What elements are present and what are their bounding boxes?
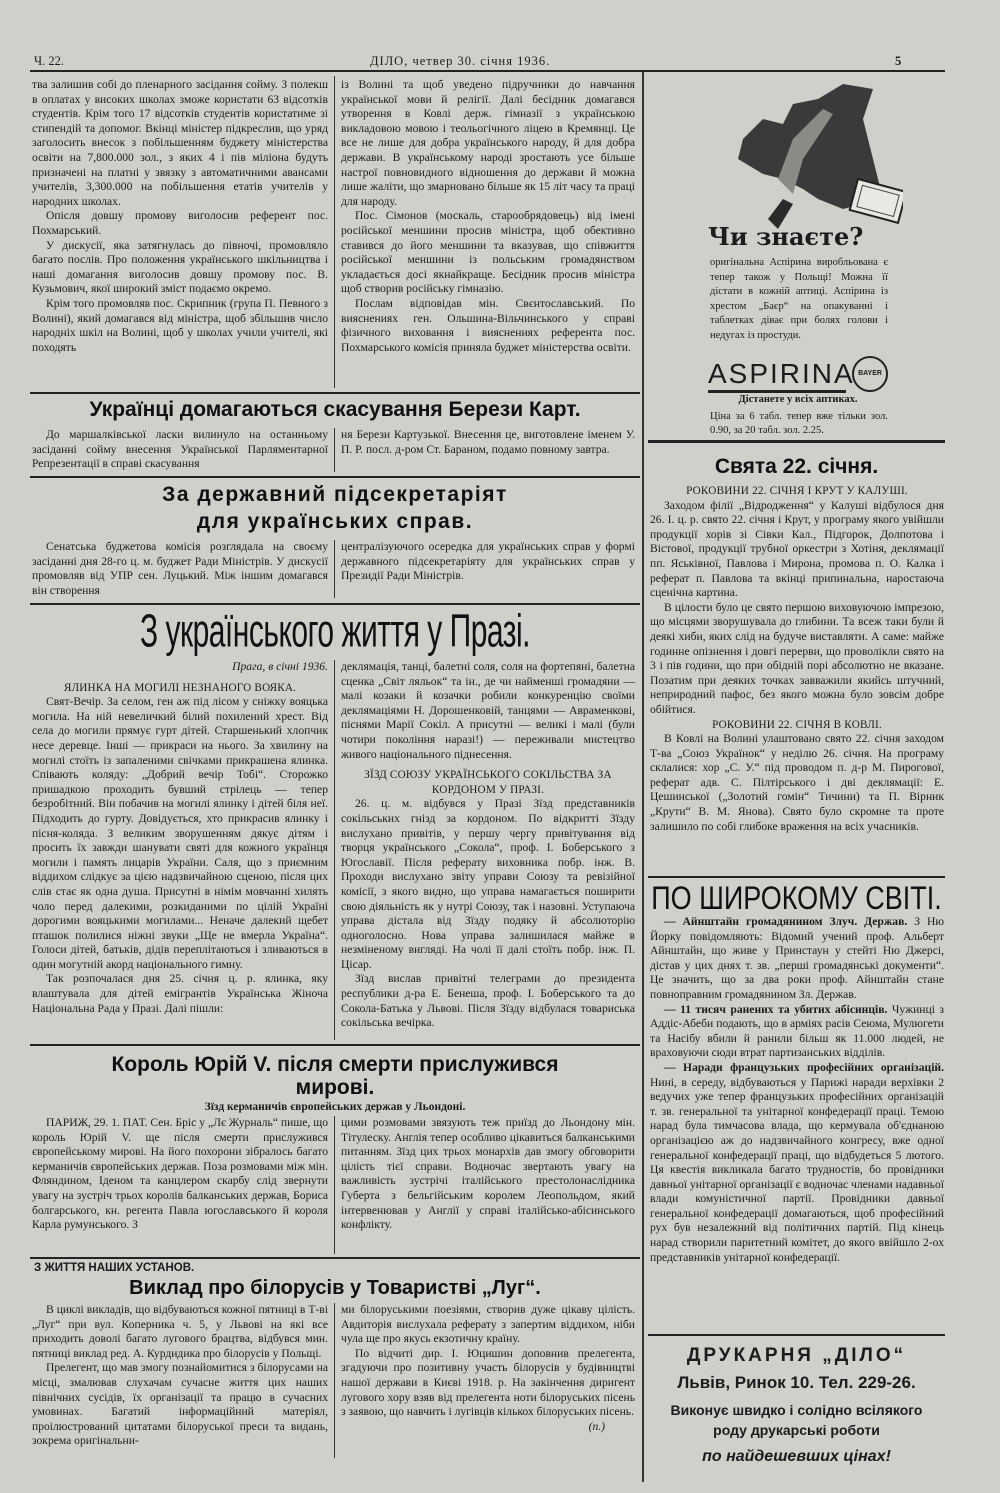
subheading: ЗЇЗД СОЮЗУ УКРАЇНСЬКОГО СОКІЛЬСТВА ЗА КОРДОНОМ У ПРАЗІ.	[364, 769, 612, 796]
lug-col2	[341, 1303, 635, 1434]
aspirin-body: оригінальна Аспірина виробльована є тепер також у Польщі! Можна її дістати в кожній аптиці. Аспірина із хрестом „Баєр“ на опакуванні і таблетках діває при болях голови і недугах із простуди.	[710, 257, 888, 341]
aspirin-question: Чи знаєте?	[708, 222, 864, 251]
paragraph: Крім того промовляв пос. Скрипник (група П. Певного з Волині), який домагався від міністра, щоб збільшив число народніх шкіл на Волині, щоб у школах учили учителі, які походять	[32, 296, 328, 354]
world-headline: ПО ШИРОКОМУ СВІТІ.	[651, 880, 942, 916]
section-label: З ЖИТТЯ НАШИХ УСТАНОВ.	[34, 1262, 195, 1274]
paragraph: Зїзд вислав привітні телеграми до президента республики д-ра Е. Бенеша, проф. І. Боберського та до Сокола-Батька у Львові. Після Зїзду відбулася товариська сокільська вечірка.	[341, 972, 635, 1030]
paragraph: Послам відповідав мін. Свєнтославський. По вияснениях ген. Ольшина-Вільчинського у справі фізичного виховання і вияснениях референта пос. Похмарського комісія приняла буджет міністерства освіти.	[341, 296, 635, 354]
paragraph: По відчиті дир. І. Юцишин доповнив прелегента, згадуючи про позитивну участь білорусів у будівництві нашої держави в Києві 1918. р. На закінчення диригент лугового хору взяв від прелегента ноти білоруських пісень з заявою, що навчить і лугівців кількох білоруських пісень.	[341, 1346, 635, 1419]
prague-col1	[32, 660, 328, 1016]
king-headline-2: мирові.	[295, 1076, 375, 1099]
prague-headline: З українського життя у Празі.	[139, 606, 530, 658]
printing-house-ad	[648, 1345, 945, 1466]
issue-number: Ч. 22.	[34, 54, 64, 68]
column-rule	[334, 1303, 335, 1458]
page-number: 5	[895, 54, 902, 68]
masthead: ДІЛО, четвер 30. січня 1936.	[370, 54, 551, 68]
printing-house-title: ДРУКАРНЯ „ДІЛО“	[686, 1345, 907, 1366]
section-rule	[30, 1257, 640, 1259]
bereza-col1	[32, 428, 328, 472]
lug-headline: Виклад про білорусів у Товаристві „Луг“.	[129, 1277, 541, 1299]
prague-col2	[341, 660, 635, 1031]
king-col2	[341, 1116, 635, 1233]
news-item-title: — Айнштайн громадянином Злуч. Держав.	[664, 915, 908, 928]
paragraph: Пос. Сімонов (москаль, старообрядовець) від імені російської меншини просив міністра, щоб обективно ставився до його меншини та вказував, що співжиття російської меншини із польським громадянством укладається досі якнайкраще. Бесідник просив міністра щоб створив російську гімназію.	[341, 209, 635, 296]
king-headline-1: Король Юрій V. після смерти прислужився	[111, 1053, 559, 1076]
paragraph: 26. ц. м. відбувся у Празі Зїзд представників сокільських гнізд за кордоном. По відкритті Зїзду вислухано привітів, у першу чергу привітування від творця українського „Сокола“, проф. І. Боберського з Югославії. Після реферату виховника побр. інж. В. Проходи вислухано звіту управи Союзу та ревізійної комісії, з якого видно, що управа намагається поширити свою діяльність як у нутрі Союзу, так і назовні. Уступаюча управа дістала від Зїзду подяку й абсолюторію одноголосно. Нова управа залишилася майже в незміненому вигляді. На чолі її далі стоїть побр. інж. П. Цісар.	[341, 797, 635, 971]
section-rule	[648, 1334, 945, 1336]
paragraph: тва залишив собі до пленарного засідання сойму. З полекш в оплатах у високих школах зможе користати 63 відсотків студентів. Крім того 17 відсотків студентів користатиме зі стипендій та допомог. Вкінці міністер підкреслив, що уряд заголосить внесок з побільшенням буджету міністерства освіти на 7,800.000 зол., з яких 4 і пів міліона будуть призначені на платні у звязку з автоматичними авансами учителів, 3,300.000 на побільшення етатів учителів у народних школах.	[32, 78, 328, 208]
column-rule	[334, 660, 335, 1040]
column-rule	[334, 540, 335, 598]
budget-col2	[341, 78, 635, 355]
paragraph: Свят-Вечір. За селом, ген аж під лісом у сніжку вояцька могила. На ній невеличкий білий похилений хрест. Від села до могили прямує гурт дітей. Старшенький хлопчик несе деревце. Інші — прикраси на нього. За хвилину на могилі стоїть із запаленими свічками прикрашена ялинка. Співають коляду: „Добрий вечір Тобі“. Сторожко пришадкою проходить бувший стрілець — тепер безробітний. Він побачив на могилі ялинку і дітей біля неї. Підходить до гурту. Довідується, хто прикрасив ялинку і пісня-коляда. З великим зворушенням дякує дітям і просить їх завжди шанувати святі для кожного українця могили і память лицарів України. Саля, що з приємним віддихом слідкує за цією надзвичайною сценою, після цих слів стає як одна душа. Присутні в німім мовчанні хилять чоло перед далекими, розкиданими по цілій Україні дорогими вояцькими могилами... Неначе далекий щебет пташок полилися ніжні звуки „Ще не вмерла Україна“. Голоси дітей, батьків, дідів переплітаються і зливаються в один могутній акорд національного гимну.	[32, 695, 328, 971]
paragraph: централізуючого осередка для українських справ у формі державного підсекретаріяту для українських справ у Президії Ради Міністрів.	[341, 540, 635, 583]
section-rule	[30, 603, 640, 605]
map-with-hand-illustration	[723, 79, 903, 229]
aspirina-brand: ASPIRINA	[708, 358, 846, 393]
bayer-cross-logo: BAYER	[852, 356, 888, 392]
world-text	[650, 915, 944, 1265]
column-rule	[642, 72, 644, 1482]
paragraph: ми білоруськими поезіями, створив дуже цікаву цілість. Авдиторія вислухала реферату з запертим віддихом, ніби чула ще про якусь екзотичну країну.	[341, 1303, 635, 1346]
paragraph: Заходом філії „Відродження“ у Калуші відбулося дня 26. І. ц. р. свято 22. січня і Крут, у програму якого увійшли продукції хорів зі Сівки Кал., Підгорок, Долпотова і Вістової, продукції трубної оркестри з Хотіня, деклямації пп. Яськівної, Павлова і Мирона, промова п. О. Калка і реферат п. Павлова та вкінці припинальна, наростаюча сценічна картина.	[650, 498, 944, 600]
jan22-headline: Свята 22. січня.	[714, 455, 879, 478]
paragraph: Сенатська буджетова комісія розглядала на своєму засіданні дня 28-го ц. м. буджет Ради Міністрів. У дискусії промовляв від УПР сен. Луцький. Між іншим домагався він створення	[32, 540, 328, 597]
undersecretariat-headline-1: За державний підсекретаріят	[162, 483, 508, 506]
subheading: РОКОВИНИ 22. СІЧНЯ В КОВЛІ.	[712, 718, 882, 731]
dateline: Прага, в січні 1936.	[232, 660, 328, 673]
section-rule	[648, 876, 945, 878]
news-item-text: Нині, в середу, відбуваються у Парижі наради верхівки 2 ведучих уже тепер французьких професійних організацій т. зв. генеральної та унітарної конфедерації праці. Темою нарад була тимчасова влада, що кермувала об'єднаною організацією аж до надзвичайного конгресу, вже одної генеральної конфедерації праці, що відбудеться 5 лютого. Ця квестія викликала багато трудностів, бо провідники давньої унітарної організації є водночас членами надавньої влади комуністичної партії. Провідники давньої генеральної конфедерації домагаються, щоб професійний рух був незалежний від політичних партій. Під кінець нарад створили паритетний комітет, до якого ввійшло 2-ох представників унітарної конфедерації.	[650, 1075, 944, 1264]
paragraph: В циклі викладів, що відбуваються кожної пятниці в Т-ві „Луг“ при вул. Коперника ч. 5, у Львові на які все приходить доволі багато лугового брацтва, відбувся мин. пятниці виклад ред. А. Курдидика про білорусів у Польщі.	[32, 1303, 328, 1360]
bereza-col2	[341, 428, 635, 457]
paragraph: цими розмовами звязують теж приїзд до Льондону мін. Тітулеску. Англія тепер особливо цікавиться балканськими питанням. Зїзд цих трьох монархів дав змогу обговорити цілість тієї справи. Водночас звертають увагу на важливість зустрічі італійського престолонаслідника Губерта з бельгійським королем Леопольдом, який інтервенював у Англії у справі італійсько-абісинського конфлікту.	[341, 1116, 635, 1232]
aspirin-ad	[648, 74, 948, 436]
paragraph: У дискусії, яка затягнулась до півночі, промовляло багато послів. Про положення українського шкільництва і наші домагання виголосив довшу промову пос. В. Кузьмович, якої широкий зміст подаємо окремо.	[32, 238, 328, 296]
paragraph: із Волині та щоб уведено підручники до навчання української мови й релігії. Далі бесідник домагався утворення в Ковлі держ. гімназії з українською викладовою мовою і теольогічного ліцею в Кремянці. Це все не лише для добра українського народу, й для добра держави. В українському народі зростають усе більше настрої повновидного відношення до держави й можна лише жаліти, що змарновано більше як 15 літ часу та праці для народу.	[341, 78, 635, 208]
subheading: ЯЛИНКА НА МОГИЛІ НЕЗНАНОГО ВОЯКА.	[63, 681, 297, 694]
aspirin-where: Дістанете у всіх аптиках.	[738, 394, 858, 405]
paragraph: Прелегент, що мав змогу познайомитися з білорусами на місці, змалював слухачам сучасне життя цих наших північних сусідів, їх організації та працю в сучасних умовинах. Багатий інформаційний матеріял, проілюстрований цитатами білоруської преси та видань, зокрема оригінальни-	[32, 1361, 328, 1448]
news-item-text: Чужинці з Аддіс-Абеби подають, що в арміях расів Сеюма, Мулюгети та Насібу вбили й ранили більш як 11.000 людей, не враховуючи сюди втрат партизанських відділів.	[650, 1002, 945, 1060]
column-rule	[334, 428, 335, 472]
section-rule	[30, 476, 640, 478]
paragraph: деклямація, танці, балетні соля, соля на фортепяні, балетна сценка „Світ ляльок“ та ін., де чи найменші громадяни — малі козаки й козачки робили конкуренцію своїми деклямаціями Н. Дорошенковій, танцями — Авраменкові, піснями Марії Сокіл. А присутні — великі і малі (були чотири покоління наразі!) — переживали мистецтво живого національного піднесення.	[341, 660, 635, 761]
paragraph: В Ковлі на Волині улаштовано свято 22. січня заходом Т-ва „Союз Українок“ у неділю 26. січня. На програму склалися: хор „С. У.“ під проводом п. д-р М. Пирогової, реферат адв. С. Пілтірського і дві деклямації: Е. Цешинської („Золотий гомін“ Тичини) та П. Вірник „Крути“ В. М. Янова). Свято було скромне та проте залишило по собі глибоке враження на всіх учасників.	[650, 732, 944, 833]
section-rule	[30, 392, 640, 394]
paragraph: ня Берези Картузької. Внесення це, виготовлене іменем У. П. Р. посл. д-ром Ст. Бараном, подамо повному завтра.	[341, 428, 635, 456]
printing-house-line3: по найдешевших цінах!	[702, 1448, 891, 1465]
column-rule	[334, 1116, 335, 1254]
paragraph: ПАРИЖ, 29. 1. ПАТ. Сен. Бріс у „Лє Журналь“ пише, що король Юрій V. ще після смерти прислужився європейському мирові. На його похорони зібралось багато керманичів європейських держав. Поза розмовами між мін. Фляндином, Іденом та канцлером скарбу слід звернути увагу на зустріч трьох королів балканських держав, Бориса болгарського, кн. регента Павла югославського й короля Карла румунського. З	[32, 1116, 328, 1232]
news-item-text: З Ню Йорку повідомляють: Відомий учений проф. Альберт Айнштайн, що живе у Принстаун у стейті Ню Джерсі, дістав у цих днях т. зв. „перші громадянські документи“. Це значить, що за два роки проф. Айнштайн стане повноправним громадянином Зл. Держав.	[650, 915, 944, 1001]
budget-col1	[32, 78, 328, 355]
jan22-text	[650, 484, 944, 834]
lug-col1	[32, 1303, 328, 1449]
aspirin-price: Ціна за 6 табл. тепер вже тільки зол. 0.90, за 20 табл. зол. 2.25.	[710, 411, 888, 436]
section-rule	[648, 440, 945, 443]
printing-house-line1: Виконує швидко і солідно всілякого	[670, 1402, 923, 1418]
paragraph: До маршалківської ласки вилинуло на останньому засіданні сойму внесення Української Парляментарної Репрезентації в справі скасування	[32, 428, 328, 471]
king-subheading: Зїзд керманичів європейських держав у Льондоні.	[204, 1101, 466, 1113]
undersecretariat-headline-2: для українських справ.	[196, 510, 474, 533]
printing-house-line2: роду друкарські роботи	[713, 1422, 880, 1438]
paragraph: В цілости було це свято першою виховуючою імпрезою, що місцями зворушувала до глибини. Та всеж таки були й деякі хиби, яких слід на будуче виставляти. А саме: майже годинне опізнення і довгі перерви, що проволікли свято на 3 і пів години, що при обідній порі абсолютно не вказане. Позатим при деяких точках завважили якийсь штучний, неприродний пафос, без якого можна було зовсім добре обійтися.	[650, 600, 944, 716]
header-rule	[30, 70, 945, 72]
paragraph: Опісля довшу промову виголосив референт пос. Похмарський.	[32, 209, 328, 237]
subheading: РОКОВИНИ 22. СІЧНЯ І КРУТ У КАЛУШІ.	[686, 485, 908, 497]
king-col1	[32, 1116, 328, 1233]
section-rule	[30, 1044, 640, 1046]
news-item-title: — 11 тисяч ранених та убитих абісинців.	[664, 1002, 888, 1016]
printing-house-address: Львів, Ринок 10. Тел. 229-26.	[677, 1373, 916, 1392]
undersecretariat-col1	[32, 540, 328, 598]
column-rule	[334, 76, 335, 388]
news-item-title: — Наради французьких професійних організацій.	[664, 1060, 944, 1074]
author-signature: (п.)	[588, 1419, 605, 1433]
undersecretariat-col2	[341, 540, 635, 584]
paragraph: Так розпочалася дня 25. січня ц. р. ялинка, яку влаштувала для дітей емігрантів Українська Жіноча Національна Рада у Празі. Далі пішли:	[32, 972, 328, 1015]
bereza-headline: Українці домагаються скасування Берези Карт.	[89, 398, 581, 421]
